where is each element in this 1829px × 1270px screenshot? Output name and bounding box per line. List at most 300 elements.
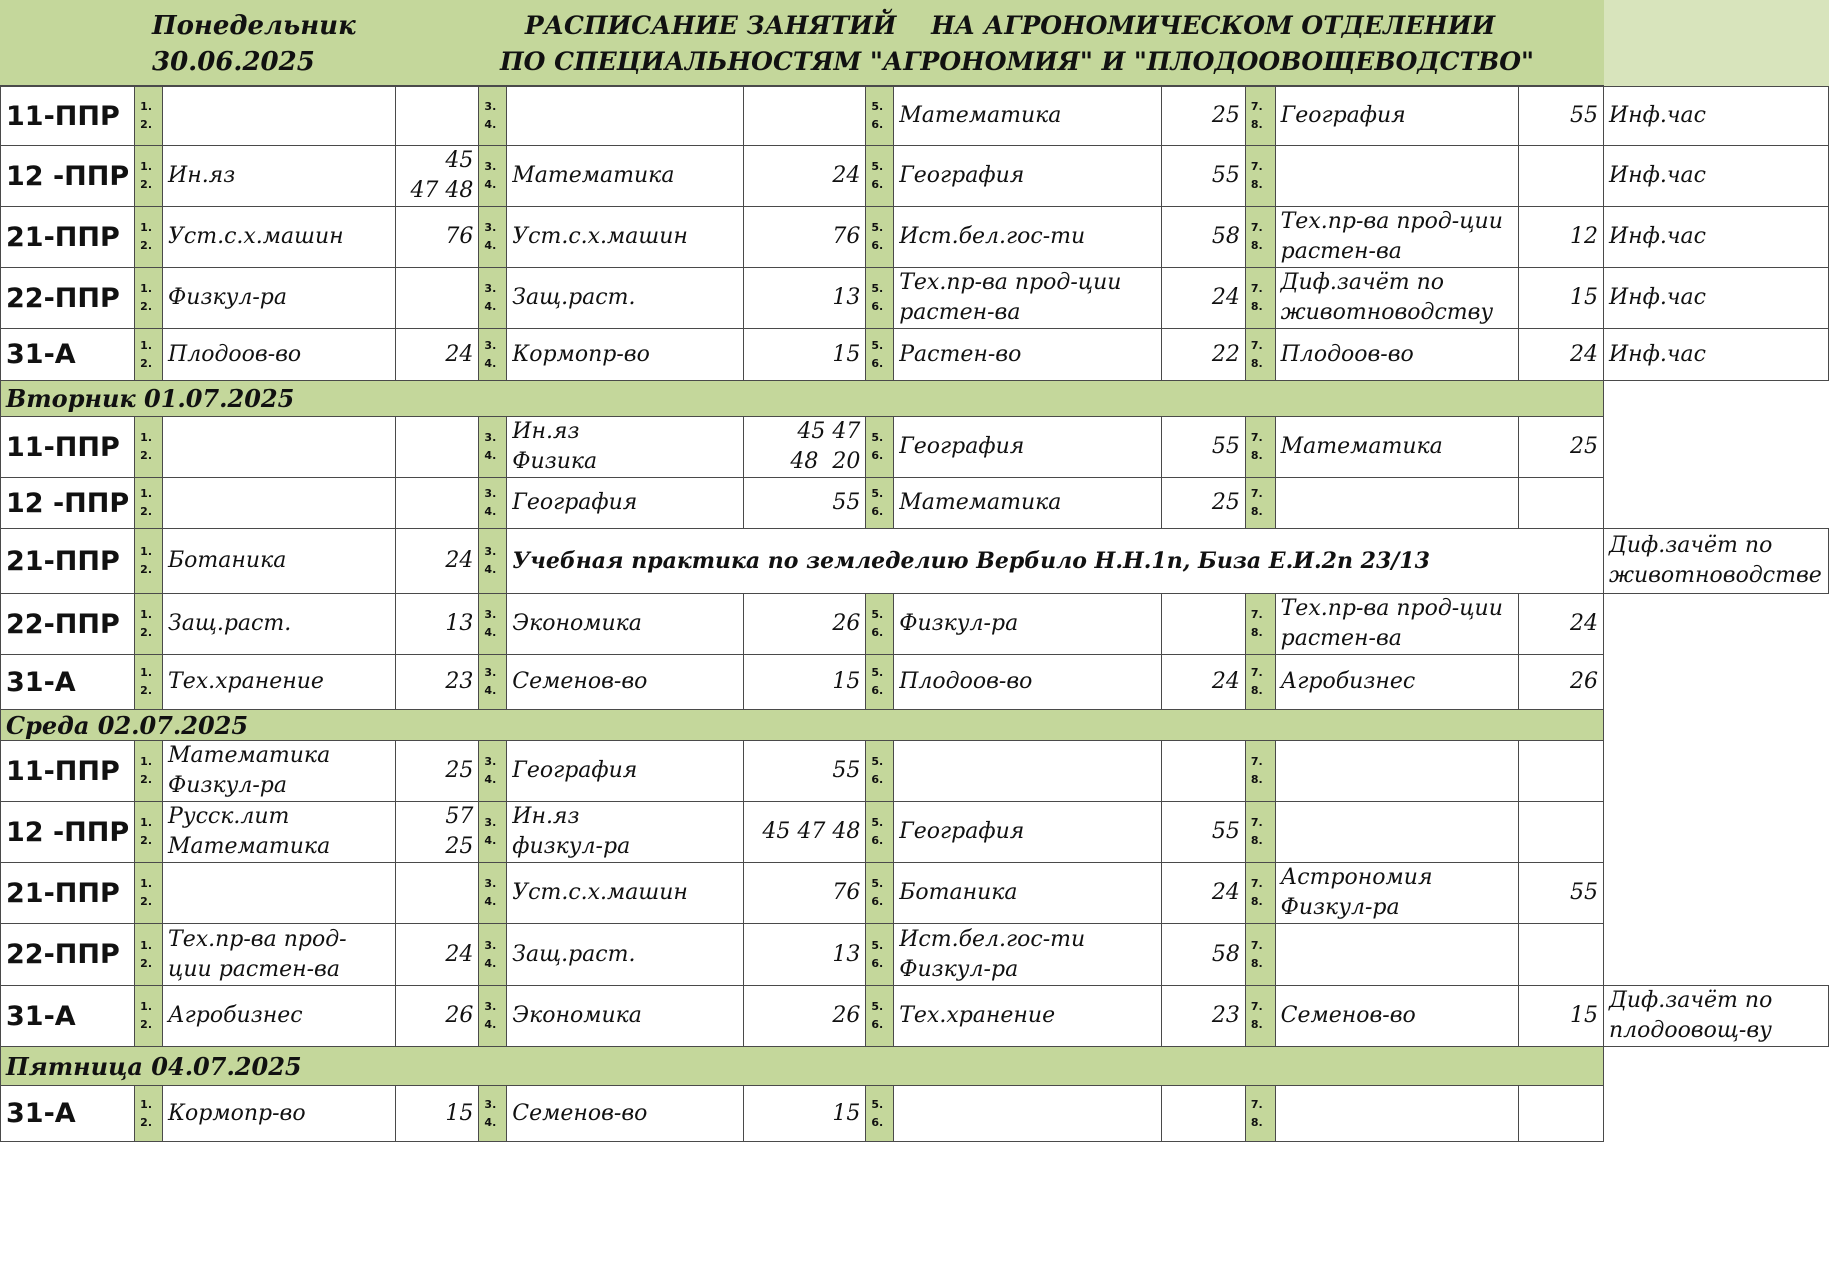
room-line: 55: [832, 758, 861, 783]
extra-line: Инф.час: [1608, 103, 1706, 128]
pair-number: 4.: [484, 1115, 497, 1129]
pair-number: 3.: [484, 877, 497, 890]
pair-number-cell: [479, 741, 507, 802]
pair-number-cell: [479, 268, 507, 329]
lesson-subject: [507, 417, 744, 478]
subject-line: География: [899, 434, 1025, 459]
room-line: 13: [832, 941, 861, 967]
lesson-subject: [894, 1086, 1162, 1142]
pair-number: 3.: [484, 221, 497, 234]
group-name: 22-ППР: [1, 268, 135, 329]
subject-line: Плодоов-во: [168, 341, 302, 367]
room-line: 24: [1569, 611, 1598, 636]
lesson-subject: [163, 87, 396, 146]
subject-line: Астрономия: [1280, 865, 1433, 890]
pair-number: 6.: [871, 449, 884, 462]
room-line: 55: [1211, 819, 1240, 844]
pair-number: 8.: [1250, 178, 1263, 191]
pair-number: 3.: [484, 160, 497, 173]
lesson-room: [1162, 986, 1246, 1047]
lesson-subject: [894, 863, 1162, 924]
pair-number: 3.: [484, 545, 497, 558]
lesson-subject: [1275, 268, 1519, 329]
lesson-room: [1519, 268, 1604, 329]
lesson-subject: [507, 802, 744, 863]
subject-line: Семенов-во: [512, 1100, 648, 1126]
group-row: [1, 1086, 1829, 1142]
group-name: 12 -ППР: [1, 146, 135, 207]
pair-number: 7.: [1250, 666, 1263, 679]
subject-line: Математика: [899, 103, 1062, 128]
pair-number: 2.: [140, 449, 153, 462]
pair-number: 3.: [484, 100, 497, 113]
pair-number: 1.: [140, 608, 153, 621]
pair-number: 3.: [484, 487, 497, 500]
group-row: [1, 87, 1829, 146]
subject-line: Физкул-ра: [168, 773, 287, 798]
lesson-subject: [163, 655, 396, 710]
subject-line: Ин.яз: [512, 419, 580, 444]
subject-line: География: [899, 819, 1025, 844]
pair-number-cell: [135, 594, 163, 655]
pair-number: 5.: [871, 938, 884, 952]
room-line: 26: [832, 611, 861, 636]
group-row: [1, 529, 1829, 594]
lesson-room: [1162, 802, 1246, 863]
pair-number: 1.: [140, 221, 153, 234]
lesson-room: [395, 207, 479, 268]
subject-line: Тех.хранение: [899, 1003, 1056, 1028]
lesson-room: [743, 802, 866, 863]
pair-number: 3.: [484, 666, 497, 679]
pair-number-cell: [479, 87, 507, 146]
pair-number: 3.: [484, 938, 497, 952]
pair-number: 5.: [871, 1097, 884, 1111]
extra-note: [1603, 207, 1828, 268]
pair-number: 5.: [871, 877, 884, 890]
pair-number: 1.: [140, 545, 153, 558]
room-line: 58: [1211, 224, 1240, 249]
pair-number: 5.: [871, 160, 884, 173]
pair-number-cell: [135, 417, 163, 478]
pair-number-cell: [1245, 207, 1275, 268]
lesson-room: [1519, 1086, 1604, 1142]
pair-number: 1.: [140, 487, 153, 500]
pair-number-cell: [135, 478, 163, 529]
lesson-subject: [163, 1086, 396, 1142]
lesson-room: [743, 986, 866, 1047]
lesson-subject: [507, 87, 744, 146]
pair-number: 2.: [140, 1018, 153, 1031]
pair-number: 8.: [1250, 895, 1263, 908]
lesson-room: [1162, 863, 1246, 924]
lesson-room: [1519, 741, 1604, 802]
lesson-subject: [507, 594, 744, 655]
room-line: 76: [832, 880, 861, 905]
pair-number-cell: [1245, 87, 1275, 146]
pair-number: 7.: [1250, 282, 1263, 295]
header-date: 30.06.2025: [152, 47, 315, 77]
lesson-subject: [1275, 87, 1519, 146]
subject-line: Физкул-ра: [899, 611, 1019, 636]
pair-number: 5.: [871, 608, 884, 621]
pair-number: 8.: [1250, 505, 1263, 518]
pair-number-cell: [1245, 268, 1275, 329]
empty-cell: [1603, 741, 1828, 802]
group-name: 22-ППР: [1, 924, 135, 986]
lesson-room: [1519, 863, 1604, 924]
lesson-subject: [163, 268, 396, 329]
lesson-room: [1162, 594, 1246, 655]
pair-number-cell: [135, 207, 163, 268]
subject-line: растен-ва: [899, 300, 1021, 325]
lesson-subject: [163, 329, 396, 381]
subject-line: Тех.пр-ва прод-ции: [1280, 596, 1503, 621]
lesson-subject: [894, 87, 1162, 146]
subject-line: Математика: [512, 163, 675, 188]
lesson-subject: [1275, 478, 1519, 529]
group-row: [1, 329, 1829, 381]
pair-number: 7.: [1250, 487, 1263, 500]
pair-number: 7.: [1250, 1000, 1263, 1013]
pair-number: 1.: [140, 1000, 153, 1013]
pair-number: 5.: [871, 282, 884, 295]
lesson-subject: [507, 478, 744, 529]
lesson-room: [743, 146, 866, 207]
pair-number-cell: [1245, 146, 1275, 207]
group-name: 21-ППР: [1, 863, 135, 924]
room-line: 24: [445, 341, 474, 367]
pair-number-cell: [135, 268, 163, 329]
lesson-room: [743, 863, 866, 924]
extra-note: [1603, 268, 1828, 329]
pair-number-cell: [135, 329, 163, 381]
pair-number: 4.: [484, 356, 497, 370]
lesson-subject: [163, 594, 396, 655]
lesson-subject: [163, 741, 396, 802]
lesson-subject: [1275, 207, 1519, 268]
pair-number-cell: [135, 529, 163, 594]
lesson-room: [743, 268, 866, 329]
header-day: Понедельник: [152, 11, 356, 41]
lesson-room: [743, 741, 866, 802]
lesson-room: [1162, 146, 1246, 207]
pair-number-cell: [866, 478, 894, 529]
subject-line: География: [899, 163, 1025, 188]
room-line: 76: [445, 224, 474, 249]
subject-line: Плодоов-во: [1280, 341, 1414, 367]
pair-number: 8.: [1250, 773, 1263, 786]
subject-line: Уст.с.х.машин: [168, 224, 344, 249]
lesson-room: [395, 1086, 479, 1142]
pair-number: 4.: [484, 239, 497, 252]
subject-line: География: [512, 758, 638, 783]
lesson-subject: [163, 146, 396, 207]
room-line: 25: [1569, 434, 1598, 459]
extra-line: плодоовощ-ву: [1608, 1018, 1772, 1043]
lesson-room: [1162, 268, 1246, 329]
pair-number: 2.: [140, 239, 153, 252]
room-line: 26: [1569, 669, 1598, 694]
pair-number: 2.: [140, 895, 153, 908]
lesson-subject: [1275, 924, 1519, 986]
pair-number-cell: [1245, 478, 1275, 529]
pair-number: 5.: [871, 100, 884, 113]
lesson-room: [1519, 417, 1604, 478]
pair-number-cell: [866, 594, 894, 655]
group-row: [1, 146, 1829, 207]
lesson-subject: [163, 863, 396, 924]
lesson-room: [743, 329, 866, 381]
room-line: 24: [1211, 669, 1240, 694]
lesson-subject: [507, 863, 744, 924]
pair-number: 5.: [871, 755, 884, 768]
room-line: 15: [832, 1100, 861, 1126]
pair-number: 2.: [140, 505, 153, 518]
group-name: 11-ППР: [1, 87, 135, 146]
pair-number: 3.: [484, 282, 497, 295]
lesson-subject: [507, 1086, 744, 1142]
lesson-room: [395, 268, 479, 329]
pair-number-cell: [1245, 802, 1275, 863]
subject-line: Математика: [1280, 434, 1443, 459]
pair-number: 7.: [1250, 608, 1263, 621]
pair-number: 6.: [871, 300, 884, 313]
lesson-room: [395, 924, 479, 986]
schedule-header: [0, 0, 1604, 86]
group-row: [1, 268, 1829, 329]
pair-number: 6.: [871, 1018, 884, 1031]
lesson-subject: [163, 207, 396, 268]
pair-number-cell: [1245, 417, 1275, 478]
pair-number: 4.: [484, 834, 497, 847]
pair-number-cell: [866, 207, 894, 268]
lesson-room: [395, 529, 479, 594]
pair-number-cell: [866, 802, 894, 863]
extra-note: [1603, 146, 1828, 207]
lesson-subject: [163, 802, 396, 863]
schedule-table: [0, 86, 1829, 1142]
pair-number: 4.: [484, 684, 497, 697]
subject-line: Ист.бел.гос-ти: [899, 926, 1086, 952]
group-name: 31-А: [1, 1086, 135, 1142]
pair-number: 2.: [140, 684, 153, 697]
room-line: 13: [832, 285, 861, 310]
pair-number-cell: [1245, 863, 1275, 924]
room-line: 25: [1211, 103, 1240, 128]
group-row: [1, 741, 1829, 802]
extra-line: Диф.зачёт по: [1608, 988, 1773, 1013]
empty-cell: [1603, 863, 1828, 924]
pair-number: 7.: [1250, 338, 1263, 352]
pair-number-cell: [135, 741, 163, 802]
day-header: Пятница 04.07.2025: [1, 1047, 1604, 1086]
pair-number-cell: [1245, 329, 1275, 381]
extra-line: Инф.час: [1608, 285, 1706, 310]
pair-number: 5.: [871, 221, 884, 234]
pair-number: 6.: [871, 178, 884, 191]
room-line: 48 20: [790, 449, 861, 474]
day-header-row: [1, 710, 1829, 741]
pair-number: 7.: [1250, 938, 1263, 952]
empty-cell: [1603, 924, 1828, 986]
subject-line: География: [512, 490, 638, 515]
extra-note: [1603, 87, 1828, 146]
lesson-subject: [1275, 655, 1519, 710]
pair-number-cell: [479, 594, 507, 655]
pair-number: 5.: [871, 1000, 884, 1013]
group-name: 11-ППР: [1, 417, 135, 478]
extra-line: Диф.зачёт по: [1608, 533, 1773, 558]
pair-number: 2.: [140, 1115, 153, 1129]
empty-cell: [1603, 417, 1828, 478]
group-row: [1, 478, 1829, 529]
pair-number-cell: [866, 87, 894, 146]
pair-number: 2.: [140, 563, 153, 576]
lesson-subject: [894, 741, 1162, 802]
pair-number-cell: [479, 924, 507, 986]
pair-number: 1.: [140, 282, 153, 295]
lesson-subject: [163, 417, 396, 478]
pair-number-cell: [479, 146, 507, 207]
subject-line: растен-ва: [1280, 239, 1402, 264]
subject-line: Агробизнес: [1280, 669, 1416, 694]
pair-number: 1.: [140, 666, 153, 679]
lesson-room: [743, 207, 866, 268]
pair-number: 6.: [871, 834, 884, 847]
group-row: [1, 594, 1829, 655]
subject-line: Физика: [512, 449, 598, 474]
pair-number-cell: [135, 1086, 163, 1142]
subject-line: Уст.с.х.машин: [512, 880, 688, 905]
subject-line: Защ.раст.: [512, 941, 636, 967]
pair-number: 7.: [1250, 431, 1263, 444]
lesson-subject: [894, 986, 1162, 1047]
pair-number: 7.: [1250, 160, 1263, 173]
room-line: 25: [445, 758, 474, 783]
subject-line: Семенов-во: [512, 669, 648, 694]
room-line: 55: [1211, 434, 1240, 459]
pair-number: 4.: [484, 895, 497, 908]
day-header: Среда 02.07.2025: [1, 710, 1604, 741]
subject-line: Русск.лит: [168, 804, 290, 829]
lesson-subject: [1275, 146, 1519, 207]
subject-line: Защ.раст.: [168, 611, 292, 636]
room-line: 26: [445, 1003, 474, 1028]
pair-number: 4.: [484, 956, 497, 970]
lesson-room: [1519, 655, 1604, 710]
pair-number: 6.: [871, 626, 884, 639]
schedule-title: [500, 8, 1535, 80]
lesson-room: [395, 417, 479, 478]
lesson-room: [1519, 802, 1604, 863]
pair-number: 4.: [484, 118, 497, 131]
lesson-room: [1162, 741, 1246, 802]
room-line: 12: [1569, 224, 1598, 249]
pair-number: 7.: [1250, 877, 1263, 890]
room-line: 24: [832, 163, 861, 188]
pair-number-cell: [135, 863, 163, 924]
subject-line: животноводству: [1280, 300, 1494, 325]
pair-number: 4.: [484, 626, 497, 639]
pair-number: 3.: [484, 608, 497, 621]
pair-number: 5.: [871, 666, 884, 679]
room-line: 55: [1569, 103, 1598, 128]
pair-number: 4.: [484, 1018, 497, 1031]
subject-line: Ботаника: [168, 548, 287, 573]
subject-line: Математика: [168, 834, 331, 859]
lesson-subject: [1275, 741, 1519, 802]
group-row: [1, 802, 1829, 863]
extra-line: Инф.час: [1608, 163, 1706, 188]
room-line: 23: [1211, 1003, 1240, 1028]
lesson-subject: [894, 417, 1162, 478]
room-line: 24: [1569, 341, 1598, 367]
subject-line: Ин.яз: [168, 163, 236, 188]
room-line: 13: [445, 611, 474, 636]
subject-line: Уст.с.х.машин: [512, 224, 688, 249]
pair-number-cell: [135, 802, 163, 863]
day-header-row: [1, 381, 1829, 417]
extra-line: Инф.час: [1608, 224, 1706, 249]
pair-number-cell: [866, 329, 894, 381]
group-row: [1, 986, 1829, 1047]
room-line: 24: [1211, 880, 1240, 905]
room-line: 15: [832, 341, 861, 367]
subject-line: Кормопр-во: [512, 341, 650, 367]
pair-number: 4.: [484, 773, 497, 786]
pair-number-cell: [479, 529, 507, 594]
pair-number-cell: [479, 986, 507, 1047]
header-date-block: [152, 8, 356, 80]
title-line-2: ПО СПЕЦИАЛЬНОСТЯМ "АГРОНОМИЯ" И "ПЛОДООВОЩЕВОДСТВО": [500, 47, 1535, 76]
pair-number: 7.: [1250, 755, 1263, 768]
subject-line: Математика: [899, 490, 1062, 515]
pair-number-cell: [479, 802, 507, 863]
pair-number: 3.: [484, 431, 497, 444]
pair-number: 1.: [140, 877, 153, 890]
pair-number: 1.: [140, 1097, 153, 1111]
subject-line: Ботаника: [899, 880, 1018, 905]
empty-cell: [1603, 478, 1828, 529]
room-line: 15: [1569, 285, 1598, 310]
pair-number-cell: [866, 924, 894, 986]
lesson-subject: [1275, 1086, 1519, 1142]
lesson-room: [743, 417, 866, 478]
pair-number: 2.: [140, 300, 153, 313]
room-line: 24: [1211, 285, 1240, 310]
lesson-room: [1162, 478, 1246, 529]
empty-cell: [1603, 710, 1828, 741]
pair-number: 8.: [1250, 118, 1263, 131]
room-line: 25: [445, 834, 474, 859]
group-name: 31-А: [1, 655, 135, 710]
room-line: 15: [445, 1100, 474, 1126]
pair-number: 4.: [484, 300, 497, 313]
lesson-room: [743, 1086, 866, 1142]
pair-number: 8.: [1250, 449, 1263, 462]
day-header-row: [1, 1047, 1829, 1086]
pair-number: 2.: [140, 834, 153, 847]
group-name: 21-ППР: [1, 529, 135, 594]
extra-note: [1603, 529, 1828, 594]
pair-number-cell: [479, 863, 507, 924]
lesson-room: [1519, 87, 1604, 146]
pair-number-cell: [866, 655, 894, 710]
lesson-subject: [1275, 986, 1519, 1047]
lesson-room: [1519, 924, 1604, 986]
subject-line: Физкул-ра: [899, 956, 1019, 982]
